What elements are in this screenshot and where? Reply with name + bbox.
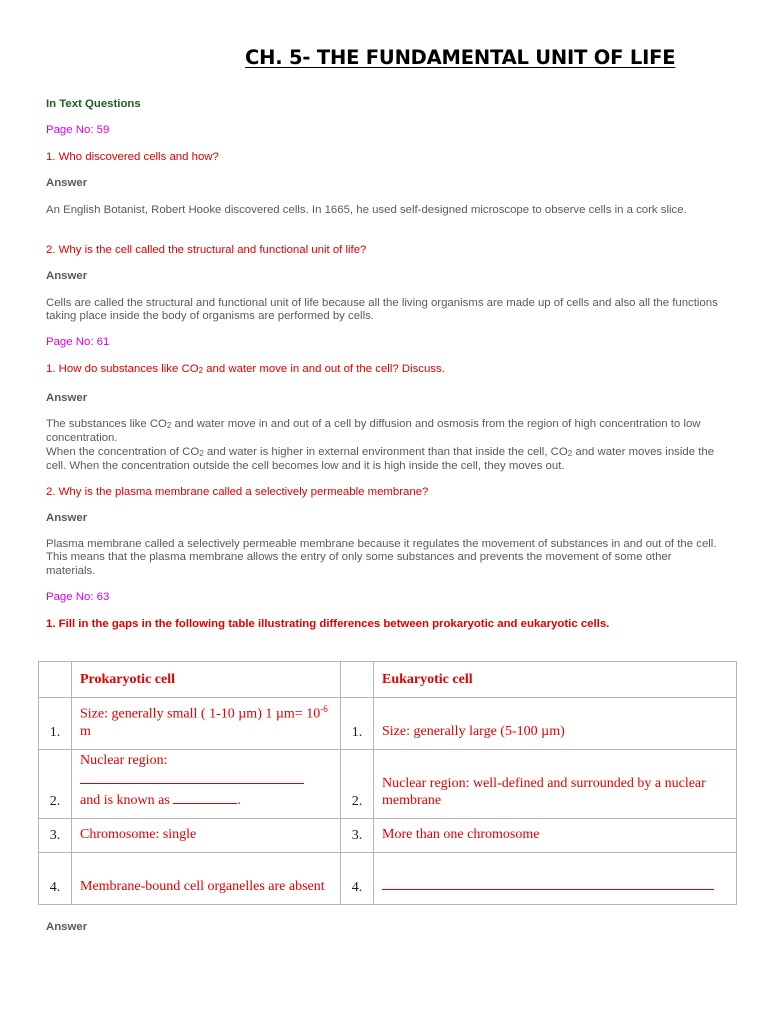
answer-label: Answer (46, 270, 88, 282)
section-heading: In Text Questions (46, 98, 141, 110)
table-cell-empty (39, 662, 72, 698)
fill-blank[interactable] (80, 769, 304, 784)
eukaryotic-cell-text: More than one chromosome (374, 819, 737, 853)
question-61-2: 2. Why is the plasma membrane called a selectively permeable membrane? (46, 486, 429, 498)
table-row (39, 853, 737, 905)
answer-label: Answer (46, 392, 88, 404)
header-prokaryotic: Prokaryotic cell (72, 662, 341, 698)
answer-59-2: Cells are called the structural and functional unit of life because all the living organisms are made up of cells and also all the functions taking place inside the body of organisms are performed by cells. (46, 297, 718, 323)
answer-61-2: Plasma membrane called a selectively permeable membrane because it regulates the movement of substances in and out of the cell. This means that the plasma membrane allows the entry of only some substances and prevents the movement of some other materials. (46, 538, 717, 577)
answer-61-1-para-2: When the concentration of $CO_2$ and water is higher in external environment than that inside the cell, $CO_2$ and water moves inside the cell. When the concentration outside the cell becomes low and it is high inside the cell, they moves out. (46, 445, 715, 473)
question-59-2: 2. Why is the cell called the structural and functional unit of life? (46, 244, 367, 256)
row-number: 1. (39, 698, 72, 750)
answer-61-1-para-1: The substances like $CO_2$ and water move in and out of a cell by diffusion and osmosis from the region of high concentration to low concentration. (46, 418, 701, 445)
eukaryotic-cell-text (374, 853, 737, 905)
row-number: 4. (341, 853, 374, 905)
header-eukaryotic: Eukaryotic cell (374, 662, 737, 698)
fill-blank[interactable] (173, 789, 237, 804)
row-number: 2. (39, 750, 72, 819)
prokaryotic-cell-text: Nuclear region: and is known as . (72, 750, 341, 819)
answer-label: Answer (46, 921, 88, 933)
row-number: 3. (39, 819, 72, 853)
answer-label: Answer (46, 512, 88, 524)
table-row (39, 819, 737, 853)
table-row (39, 750, 737, 819)
page-title: CH. 5- THE FUNDAMENTAL UNIT OF LIFE (245, 46, 676, 69)
page-number-59: Page No: 59 (46, 124, 110, 136)
eukaryotic-cell-text: Nuclear region: well-defined and surrounded by a nuclear membrane (374, 750, 737, 819)
answer-61-1 (46, 418, 722, 474)
table-cell-empty (341, 662, 374, 698)
row-number: 3. (341, 819, 374, 853)
row-number: 4. (39, 853, 72, 905)
question-61-1: 1. How do substances like $CO_2$ and water move in and out of the cell? Discuss. (46, 363, 445, 375)
eukaryotic-cell-text: Size: generally large (5-100 µm) (374, 698, 737, 750)
page-number-61: Page No: 61 (46, 336, 110, 348)
comparison-table (38, 661, 737, 905)
question-63-1: 1. Fill in the gaps in the following table illustrating differences between prokaryotic and eukaryotic cells. (46, 618, 610, 630)
row-number: 2. (341, 750, 374, 819)
fill-blank[interactable] (382, 875, 714, 890)
question-59-1: 1. Who discovered cells and how? (46, 151, 219, 163)
prokaryotic-cell-text: Membrane-bound cell organelles are absent (72, 853, 341, 905)
answer-label: Answer (46, 177, 88, 189)
table-header-row (39, 662, 737, 698)
answer-59-1: An English Botanist, Robert Hooke discovered cells. In 1665, he used self-designed microscope to observe cells in a cork slice. (46, 204, 687, 216)
page-number-63: Page No: 63 (46, 591, 110, 603)
prokaryotic-cell-text: Size: generally small ( 1-10 µm) 1 $\mu m= 10^{-6}$ m (72, 698, 341, 750)
table-row (39, 698, 737, 750)
row-number: 1. (341, 698, 374, 750)
prokaryotic-cell-text: Chromosome: single (72, 819, 341, 853)
